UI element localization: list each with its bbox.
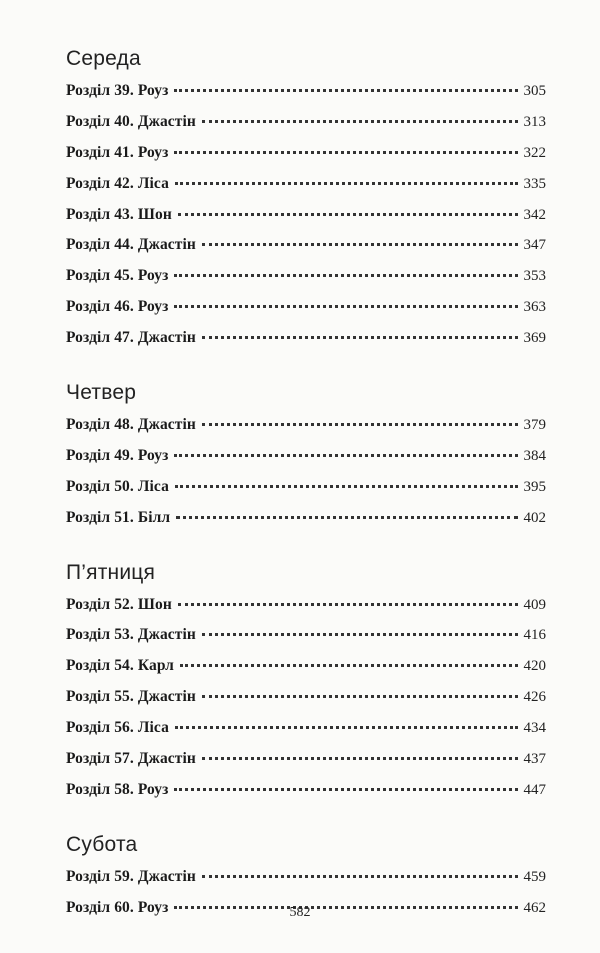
dot-leader [178,601,518,606]
section-title: Субота [66,832,138,856]
toc-entry [66,682,546,713]
chapter-page-number: 459 [523,868,546,885]
chapter-page-number: 363 [523,299,546,316]
dot-leader [202,693,518,698]
chapter-title: Розділ 59. Джастін [66,867,196,885]
chapter-title: Розділ 52. Шон [66,595,172,613]
dot-leader [202,873,518,878]
dot-leader [174,303,517,308]
toc-entry [66,410,546,441]
toc-entry [66,441,546,472]
dot-leader [175,483,518,488]
dot-leader [174,786,517,791]
chapter-page-number: 437 [523,751,546,768]
dot-leader [174,87,517,92]
chapter-title: Розділ 39. Роуз [66,82,169,99]
chapter-title: Розділ 45. Роуз [66,267,169,285]
chapter-page-number: 313 [523,113,546,130]
chapter-page-number: 353 [523,268,546,285]
toc-entry [66,76,546,107]
toc-section [66,376,546,534]
chapter-page-number: 447 [523,781,546,798]
chapter-page-number: 416 [523,627,546,644]
toc-entry [66,107,546,138]
dot-leader [202,241,518,246]
chapter-page-number: 420 [523,658,546,675]
toc-section [66,556,546,806]
chapter-title: Розділ 47. Джастін [66,329,196,347]
dot-leader [180,662,518,667]
chapter-title: Розділ 60. Роуз [66,898,169,916]
toc-entry [66,590,546,621]
toc-entry [66,713,546,744]
chapter-page-number: 369 [523,330,546,347]
chapter-title: Розділ 40. Джастін [66,112,196,130]
section-title: Четвер [66,381,137,405]
chapter-title: Розділ 56. Ліса [66,719,169,737]
chapter-title: Розділ 51. Білл [66,508,171,526]
chapter-title: Розділ 55. Джастін [66,688,196,706]
chapter-list [66,590,546,806]
section-title: П’ятниця [66,560,156,584]
toc-entry [66,651,546,682]
chapter-page-number: 342 [523,206,546,223]
chapter-title: Розділ 44. Джастін [66,236,196,254]
chapter-title: Розділ 54. Карл [66,657,174,675]
toc-entry [66,472,546,503]
dot-leader [175,724,518,729]
dot-leader [178,211,518,216]
chapter-title: Розділ 42. Ліса [66,174,169,192]
chapter-title: Розділ 41. Роуз [66,143,169,161]
chapter-list [66,76,546,354]
chapter-page-number: 322 [523,144,546,161]
dot-leader [202,118,518,123]
chapter-title: Розділ 50. Ліса [66,477,169,495]
table-of-contents [66,42,546,946]
chapter-title: Розділ 58. Роуз [66,780,169,798]
chapter-page-number: 462 [523,899,546,916]
chapter-page-number: 347 [523,237,546,254]
toc-entry [66,744,546,775]
page-number: 582 [289,905,311,920]
chapter-page-number: 409 [523,596,546,613]
toc-entry [66,323,546,354]
dot-leader [202,755,518,760]
dot-leader [175,180,518,185]
chapter-title: Розділ 43. Шон [66,205,172,223]
toc-entry [66,862,546,893]
toc-entry [66,620,546,651]
chapter-page-number: 395 [523,478,546,495]
toc-entry [66,292,546,323]
chapter-title: Розділ 49. Роуз [66,446,169,464]
toc-entry [66,775,546,806]
dot-leader [174,452,517,457]
chapter-page-number: 402 [523,509,546,526]
toc-section [66,42,546,354]
toc-entry [66,200,546,231]
toc-entry [66,169,546,200]
chapter-title: Розділ 46. Роуз [66,298,169,316]
toc-entry [66,503,546,534]
dot-leader [174,149,517,154]
dot-leader [202,334,518,339]
chapter-title: Розділ 48. Джастін [66,416,196,434]
chapter-list [66,410,546,534]
toc-entry [66,261,546,292]
section-title: Середа [66,47,141,70]
chapter-page-number: 434 [523,720,546,737]
chapter-title: Розділ 57. Джастін [66,750,196,768]
dot-leader [202,421,518,426]
chapter-page-number: 426 [523,689,546,706]
chapter-page-number: 335 [523,175,546,192]
chapter-title: Розділ 53. Джастін [66,626,196,644]
toc-entry [66,230,546,261]
chapter-page-number: 379 [523,417,546,434]
dot-leader [202,631,518,636]
dot-leader [176,514,517,519]
chapter-page-number: 305 [523,83,546,99]
toc-entry [66,138,546,169]
dot-leader [174,272,517,277]
chapter-page-number: 384 [523,447,546,464]
